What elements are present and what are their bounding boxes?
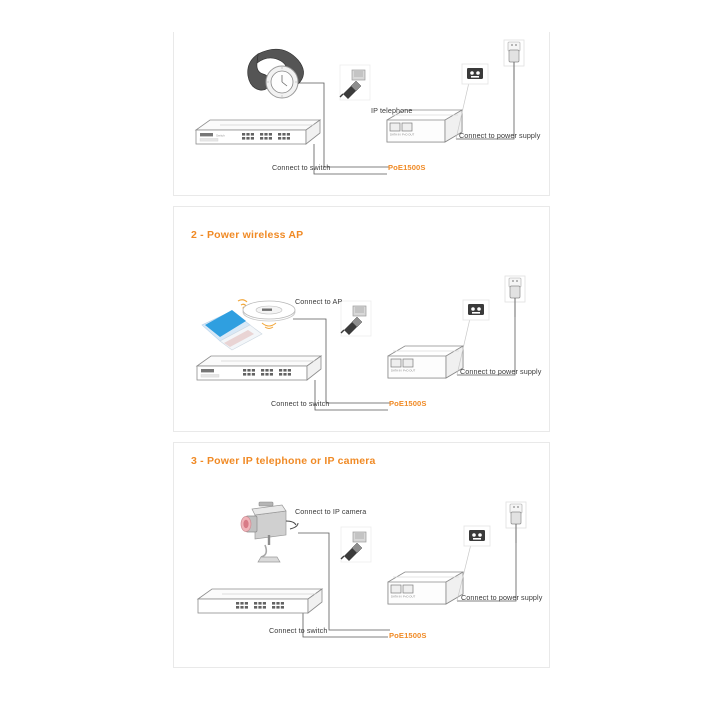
- label-device-model-1: PoE1500S: [388, 163, 426, 172]
- svg-text:DATA IN: DATA IN: [390, 132, 401, 137]
- rj45-connector-icon: [340, 65, 370, 100]
- panel-1-stage: [174, 32, 549, 195]
- wall-plug-icon: [505, 276, 525, 317]
- label-endpoint-2: Connect to AP: [295, 297, 343, 306]
- network-switch-icon: [197, 356, 321, 380]
- panel-2-title: 2 - Power wireless AP: [191, 229, 304, 241]
- label-connect-power-2: Connect to power supply: [460, 367, 542, 376]
- panel-3-stage: [174, 443, 549, 667]
- svg-text:DATA IN: DATA IN: [391, 368, 402, 373]
- wall-plug-icon: [504, 40, 524, 80]
- rj45-connector-icon: [341, 301, 371, 336]
- network-switch-icon: [198, 589, 322, 613]
- label-connect-switch-1: Connect to switch: [272, 163, 331, 172]
- label-device-model-3: PoE1500S: [389, 631, 427, 640]
- svg-text:P+D OUT: P+D OUT: [402, 132, 415, 137]
- ip-telephone-icon: [248, 49, 304, 98]
- label-connect-switch-2: Connect to switch: [271, 399, 330, 408]
- label-connect-power-1: Connect to power supply: [459, 131, 541, 140]
- label-connect-power-3: Connect to power supply: [461, 593, 543, 602]
- svg-text:P+D OUT: P+D OUT: [403, 368, 416, 373]
- panel-2-stage: [174, 207, 549, 431]
- network-switch-icon: [196, 120, 320, 144]
- svg-text:DATA IN: DATA IN: [391, 594, 402, 599]
- panel-3-title: 3 - Power IP telephone or IP camera: [191, 455, 376, 467]
- ip-camera-icon: [241, 502, 298, 562]
- wireless-ap-icon: [243, 301, 295, 329]
- poe-injector-icon: [388, 346, 463, 378]
- label-device-model-2: PoE1500S: [389, 399, 427, 408]
- panel-power-ip-telephone: [173, 32, 550, 196]
- label-connect-switch-3: Connect to switch: [269, 626, 328, 635]
- label-endpoint-1: IP telephone: [371, 106, 413, 115]
- rj45-connector-icon: [341, 527, 371, 562]
- svg-text:Switch: Switch: [216, 133, 225, 138]
- panel-power-ip-telephone-or-camera: [173, 442, 550, 668]
- poe-injector-icon: [388, 572, 463, 604]
- svg-text:P+D OUT: P+D OUT: [403, 594, 416, 599]
- label-endpoint-3: Connect to IP camera: [295, 507, 367, 516]
- panel-power-wireless-ap: [173, 206, 550, 432]
- wall-plug-icon: [506, 502, 526, 543]
